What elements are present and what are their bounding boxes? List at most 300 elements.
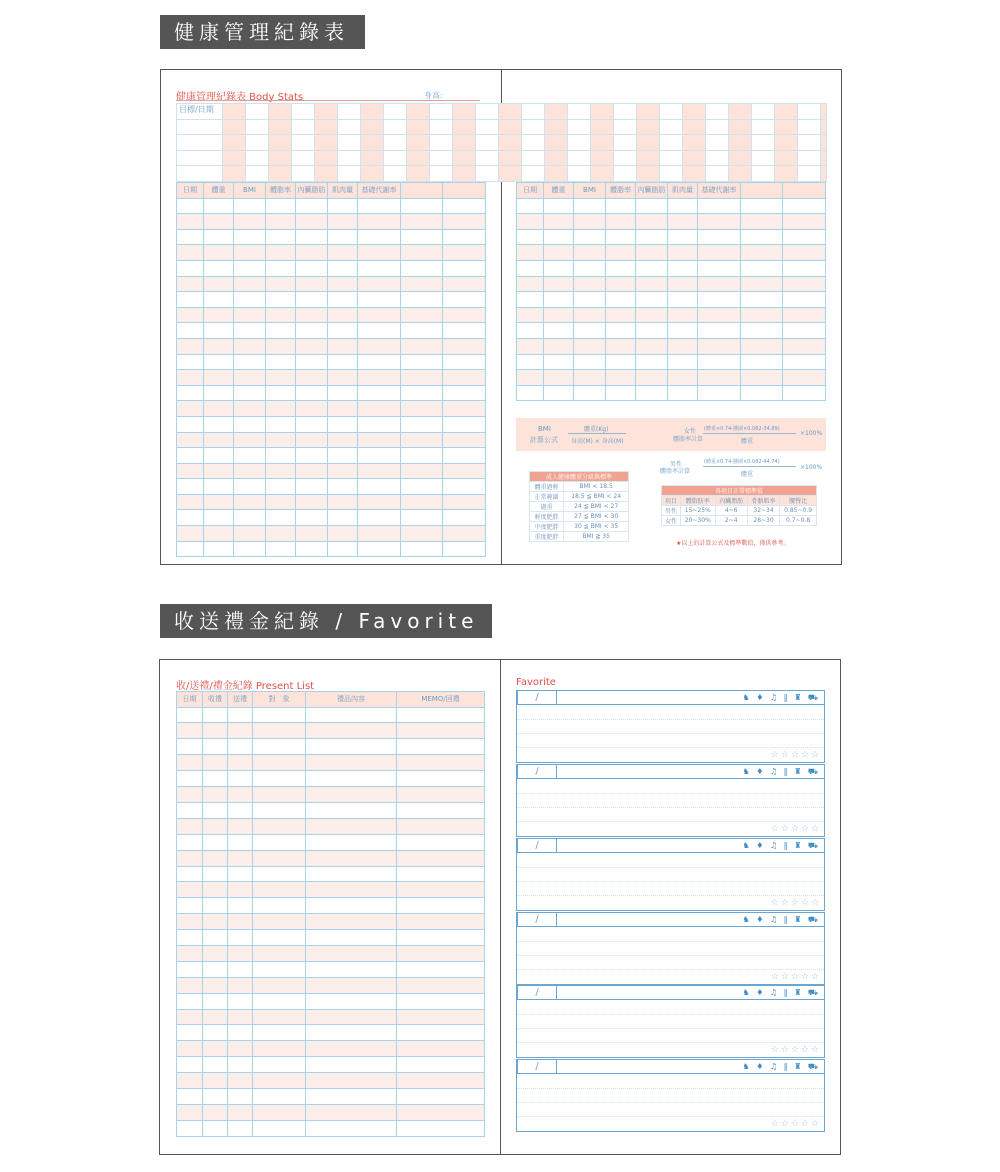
table-cell[interactable] — [328, 214, 358, 230]
goal-cell[interactable] — [223, 119, 246, 135]
table-cell[interactable] — [234, 463, 266, 479]
rating-stars-icon[interactable]: ☆☆☆☆☆ — [770, 1119, 821, 1129]
table-cell[interactable] — [328, 432, 358, 448]
table-cell[interactable] — [177, 276, 204, 292]
table-cell[interactable] — [203, 834, 228, 850]
table-cell[interactable] — [177, 1025, 203, 1041]
table-cell[interactable] — [296, 526, 328, 542]
table-cell[interactable] — [234, 323, 266, 339]
table-cell[interactable] — [636, 292, 668, 308]
table-cell[interactable] — [296, 479, 328, 495]
table-cell[interactable] — [177, 307, 204, 323]
table-cell[interactable] — [443, 541, 486, 557]
table-cell[interactable] — [203, 802, 228, 818]
table-cell[interactable] — [783, 229, 826, 245]
table-cell[interactable] — [443, 479, 486, 495]
goal-cell[interactable] — [476, 104, 499, 120]
favorite-date-box[interactable]: / — [517, 690, 557, 705]
table-cell[interactable] — [306, 930, 397, 946]
goal-cell[interactable] — [545, 166, 568, 182]
table-cell[interactable] — [253, 1073, 306, 1089]
table-cell[interactable] — [177, 723, 203, 739]
goal-cell[interactable] — [683, 119, 706, 135]
table-cell[interactable] — [783, 307, 826, 323]
table-cell[interactable] — [306, 1104, 397, 1120]
table-cell[interactable] — [228, 1009, 253, 1025]
goal-cell[interactable] — [177, 166, 223, 182]
table-cell[interactable] — [517, 307, 544, 323]
table-cell[interactable] — [177, 1073, 203, 1089]
table-cell[interactable] — [328, 245, 358, 261]
table-cell[interactable] — [204, 479, 234, 495]
table-cell[interactable] — [177, 977, 203, 993]
table-cell[interactable] — [443, 338, 486, 354]
table-cell[interactable] — [401, 307, 443, 323]
table-cell[interactable] — [401, 401, 443, 417]
table-cell[interactable] — [203, 850, 228, 866]
table-cell[interactable] — [328, 526, 358, 542]
table-cell[interactable] — [204, 307, 234, 323]
goal-cell[interactable] — [798, 150, 821, 166]
table-cell[interactable] — [204, 323, 234, 339]
table-cell[interactable] — [443, 198, 486, 214]
table-cell[interactable] — [574, 323, 606, 339]
table-cell[interactable] — [203, 739, 228, 755]
favorite-date-box[interactable]: / — [517, 912, 557, 927]
table-cell[interactable] — [253, 945, 306, 961]
table-cell[interactable] — [544, 292, 574, 308]
table-cell[interactable] — [234, 448, 266, 464]
table-cell[interactable] — [517, 370, 544, 386]
table-cell[interactable] — [266, 338, 296, 354]
table-cell[interactable] — [296, 448, 328, 464]
table-cell[interactable] — [636, 307, 668, 323]
table-cell[interactable] — [397, 771, 485, 787]
table-cell[interactable] — [517, 229, 544, 245]
table-cell[interactable] — [203, 1088, 228, 1104]
favorite-date-box[interactable]: / — [517, 985, 557, 1000]
table-cell[interactable] — [177, 850, 203, 866]
table-cell[interactable] — [306, 818, 397, 834]
table-cell[interactable] — [443, 385, 486, 401]
goal-cell[interactable] — [545, 150, 568, 166]
goal-cell[interactable] — [338, 104, 361, 120]
goal-cell[interactable] — [660, 119, 683, 135]
goal-cell[interactable] — [660, 166, 683, 182]
table-cell[interactable] — [397, 1088, 485, 1104]
table-cell[interactable] — [783, 214, 826, 230]
table-cell[interactable] — [228, 739, 253, 755]
table-cell[interactable] — [698, 307, 741, 323]
table-cell[interactable] — [328, 354, 358, 370]
favorite-notes-area[interactable] — [516, 853, 825, 911]
table-cell[interactable] — [397, 707, 485, 723]
table-cell[interactable] — [234, 401, 266, 417]
table-cell[interactable] — [177, 338, 204, 354]
table-cell[interactable] — [358, 416, 401, 432]
table-cell[interactable] — [253, 1041, 306, 1057]
table-cell[interactable] — [401, 276, 443, 292]
table-cell[interactable] — [397, 1009, 485, 1025]
table-cell[interactable] — [698, 229, 741, 245]
table-cell[interactable] — [358, 370, 401, 386]
table-cell[interactable] — [517, 260, 544, 276]
table-cell[interactable] — [358, 494, 401, 510]
table-cell[interactable] — [636, 245, 668, 261]
table-cell[interactable] — [401, 245, 443, 261]
table-cell[interactable] — [204, 494, 234, 510]
goal-cell[interactable] — [568, 119, 591, 135]
goal-cell[interactable] — [568, 104, 591, 120]
table-cell[interactable] — [574, 260, 606, 276]
table-cell[interactable] — [203, 961, 228, 977]
table-cell[interactable] — [203, 945, 228, 961]
table-cell[interactable] — [606, 354, 636, 370]
goal-cell[interactable] — [775, 150, 798, 166]
table-cell[interactable] — [306, 993, 397, 1009]
table-cell[interactable] — [177, 292, 204, 308]
goal-cell[interactable] — [637, 166, 660, 182]
table-cell[interactable] — [358, 276, 401, 292]
table-cell[interactable] — [266, 479, 296, 495]
table-cell[interactable] — [401, 214, 443, 230]
table-cell[interactable] — [177, 993, 203, 1009]
table-cell[interactable] — [253, 707, 306, 723]
table-cell[interactable] — [443, 370, 486, 386]
goal-cell[interactable] — [752, 104, 775, 120]
table-cell[interactable] — [306, 739, 397, 755]
goal-cell[interactable] — [338, 135, 361, 151]
table-cell[interactable] — [306, 945, 397, 961]
table-cell[interactable] — [517, 338, 544, 354]
table-cell[interactable] — [266, 526, 296, 542]
table-cell[interactable] — [177, 416, 204, 432]
goal-cell[interactable] — [361, 166, 384, 182]
table-cell[interactable] — [253, 993, 306, 1009]
goal-cell[interactable] — [407, 135, 430, 151]
table-cell[interactable] — [253, 787, 306, 803]
goal-cell[interactable] — [407, 166, 430, 182]
table-cell[interactable] — [234, 354, 266, 370]
table-cell[interactable] — [328, 479, 358, 495]
table-cell[interactable] — [741, 260, 783, 276]
table-cell[interactable] — [397, 1041, 485, 1057]
table-cell[interactable] — [234, 292, 266, 308]
table-cell[interactable] — [358, 307, 401, 323]
goal-cell[interactable] — [545, 135, 568, 151]
table-cell[interactable] — [636, 323, 668, 339]
goal-cell[interactable] — [246, 135, 269, 151]
table-cell[interactable] — [443, 354, 486, 370]
table-cell[interactable] — [328, 370, 358, 386]
table-cell[interactable] — [397, 850, 485, 866]
goal-cell[interactable] — [430, 119, 453, 135]
table-cell[interactable] — [228, 1073, 253, 1089]
goal-cell[interactable] — [821, 166, 827, 182]
table-cell[interactable] — [668, 370, 698, 386]
table-cell[interactable] — [204, 229, 234, 245]
table-cell[interactable] — [698, 354, 741, 370]
goal-cell[interactable] — [407, 104, 430, 120]
table-cell[interactable] — [397, 930, 485, 946]
table-cell[interactable] — [296, 260, 328, 276]
table-cell[interactable] — [328, 260, 358, 276]
table-cell[interactable] — [401, 292, 443, 308]
table-cell[interactable] — [668, 198, 698, 214]
table-cell[interactable] — [177, 755, 203, 771]
table-cell[interactable] — [783, 338, 826, 354]
table-cell[interactable] — [177, 802, 203, 818]
table-cell[interactable] — [228, 977, 253, 993]
table-cell[interactable] — [253, 1057, 306, 1073]
goal-cell[interactable] — [821, 135, 827, 151]
table-cell[interactable] — [358, 448, 401, 464]
table-cell[interactable] — [358, 260, 401, 276]
table-cell[interactable] — [397, 866, 485, 882]
table-cell[interactable] — [401, 526, 443, 542]
table-cell[interactable] — [306, 866, 397, 882]
goal-cell[interactable] — [775, 166, 798, 182]
goal-cell[interactable] — [476, 119, 499, 135]
table-cell[interactable] — [443, 494, 486, 510]
goal-cell[interactable] — [522, 135, 545, 151]
table-cell[interactable] — [358, 229, 401, 245]
table-cell[interactable] — [783, 354, 826, 370]
table-cell[interactable] — [203, 977, 228, 993]
table-cell[interactable] — [266, 401, 296, 417]
table-cell[interactable] — [397, 787, 485, 803]
goal-cell[interactable] — [706, 104, 729, 120]
table-cell[interactable] — [741, 354, 783, 370]
table-cell[interactable] — [328, 385, 358, 401]
table-cell[interactable] — [397, 755, 485, 771]
table-cell[interactable] — [234, 229, 266, 245]
table-cell[interactable] — [204, 276, 234, 292]
table-cell[interactable] — [228, 930, 253, 946]
goal-cell[interactable] — [361, 104, 384, 120]
table-cell[interactable] — [203, 1057, 228, 1073]
table-cell[interactable] — [253, 898, 306, 914]
table-cell[interactable] — [401, 541, 443, 557]
table-cell[interactable] — [698, 245, 741, 261]
table-cell[interactable] — [606, 229, 636, 245]
goal-cell[interactable] — [430, 135, 453, 151]
table-cell[interactable] — [397, 961, 485, 977]
goal-cell[interactable] — [752, 119, 775, 135]
table-cell[interactable] — [544, 245, 574, 261]
table-cell[interactable] — [177, 930, 203, 946]
table-cell[interactable] — [306, 1120, 397, 1136]
table-cell[interactable] — [228, 993, 253, 1009]
table-cell[interactable] — [266, 323, 296, 339]
table-cell[interactable] — [358, 198, 401, 214]
table-cell[interactable] — [606, 385, 636, 401]
goal-cell[interactable] — [453, 150, 476, 166]
table-cell[interactable] — [228, 866, 253, 882]
goal-cell[interactable] — [522, 104, 545, 120]
table-cell[interactable] — [253, 834, 306, 850]
table-cell[interactable] — [306, 707, 397, 723]
table-cell[interactable] — [204, 198, 234, 214]
table-cell[interactable] — [544, 385, 574, 401]
table-cell[interactable] — [253, 930, 306, 946]
table-cell[interactable] — [234, 432, 266, 448]
table-cell[interactable] — [228, 945, 253, 961]
table-cell[interactable] — [401, 338, 443, 354]
table-cell[interactable] — [204, 385, 234, 401]
table-cell[interactable] — [636, 214, 668, 230]
table-cell[interactable] — [328, 229, 358, 245]
table-cell[interactable] — [253, 1088, 306, 1104]
table-cell[interactable] — [296, 510, 328, 526]
table-cell[interactable] — [306, 1041, 397, 1057]
table-cell[interactable] — [177, 818, 203, 834]
table-cell[interactable] — [203, 898, 228, 914]
table-cell[interactable] — [253, 1104, 306, 1120]
goal-cell[interactable] — [614, 150, 637, 166]
table-cell[interactable] — [253, 755, 306, 771]
table-cell[interactable] — [306, 1009, 397, 1025]
table-cell[interactable] — [253, 977, 306, 993]
goal-cell[interactable] — [453, 119, 476, 135]
goal-cell[interactable] — [821, 119, 827, 135]
table-cell[interactable] — [253, 1120, 306, 1136]
table-cell[interactable] — [306, 977, 397, 993]
table-cell[interactable] — [401, 448, 443, 464]
table-cell[interactable] — [253, 771, 306, 787]
table-cell[interactable] — [177, 385, 204, 401]
table-cell[interactable] — [177, 834, 203, 850]
table-cell[interactable] — [306, 1025, 397, 1041]
goal-cell[interactable] — [499, 150, 522, 166]
table-cell[interactable] — [668, 323, 698, 339]
table-cell[interactable] — [203, 723, 228, 739]
table-cell[interactable] — [203, 866, 228, 882]
table-cell[interactable] — [203, 771, 228, 787]
table-cell[interactable] — [574, 307, 606, 323]
table-cell[interactable] — [203, 1025, 228, 1041]
goal-cell[interactable] — [315, 104, 338, 120]
table-cell[interactable] — [177, 1120, 203, 1136]
goal-cell[interactable] — [775, 119, 798, 135]
table-cell[interactable] — [328, 307, 358, 323]
table-cell[interactable] — [203, 1104, 228, 1120]
rating-stars-icon[interactable]: ☆☆☆☆☆ — [770, 972, 821, 982]
table-cell[interactable] — [397, 818, 485, 834]
table-cell[interactable] — [228, 914, 253, 930]
table-cell[interactable] — [397, 739, 485, 755]
table-cell[interactable] — [397, 1073, 485, 1089]
table-cell[interactable] — [358, 292, 401, 308]
goal-cell[interactable] — [338, 166, 361, 182]
table-cell[interactable] — [228, 755, 253, 771]
table-cell[interactable] — [296, 198, 328, 214]
goal-cell[interactable] — [315, 150, 338, 166]
goal-cell[interactable] — [430, 166, 453, 182]
table-cell[interactable] — [234, 245, 266, 261]
goal-cell[interactable] — [476, 135, 499, 151]
table-cell[interactable] — [328, 541, 358, 557]
table-cell[interactable] — [296, 338, 328, 354]
goal-cell[interactable] — [476, 166, 499, 182]
table-cell[interactable] — [204, 526, 234, 542]
table-cell[interactable] — [358, 338, 401, 354]
table-cell[interactable] — [177, 432, 204, 448]
table-cell[interactable] — [698, 276, 741, 292]
table-cell[interactable] — [401, 494, 443, 510]
table-cell[interactable] — [783, 260, 826, 276]
table-cell[interactable] — [741, 385, 783, 401]
table-cell[interactable] — [203, 755, 228, 771]
table-cell[interactable] — [358, 214, 401, 230]
table-cell[interactable] — [228, 850, 253, 866]
goal-cell[interactable] — [384, 135, 407, 151]
table-cell[interactable] — [177, 898, 203, 914]
table-cell[interactable] — [306, 771, 397, 787]
table-cell[interactable] — [668, 354, 698, 370]
table-cell[interactable] — [228, 1104, 253, 1120]
goal-cell[interactable] — [683, 135, 706, 151]
table-cell[interactable] — [783, 198, 826, 214]
table-cell[interactable] — [177, 771, 203, 787]
table-cell[interactable] — [234, 479, 266, 495]
table-cell[interactable] — [177, 882, 203, 898]
table-cell[interactable] — [177, 510, 204, 526]
table-cell[interactable] — [574, 370, 606, 386]
table-cell[interactable] — [177, 401, 204, 417]
table-cell[interactable] — [741, 338, 783, 354]
favorite-notes-area[interactable] — [516, 1000, 825, 1058]
table-cell[interactable] — [358, 385, 401, 401]
table-cell[interactable] — [203, 914, 228, 930]
table-cell[interactable] — [401, 260, 443, 276]
table-cell[interactable] — [266, 463, 296, 479]
goal-cell[interactable] — [269, 119, 292, 135]
goal-cell[interactable] — [706, 150, 729, 166]
table-cell[interactable] — [574, 276, 606, 292]
table-cell[interactable] — [358, 541, 401, 557]
table-cell[interactable] — [177, 945, 203, 961]
table-cell[interactable] — [698, 370, 741, 386]
table-cell[interactable] — [544, 260, 574, 276]
goal-cell[interactable] — [453, 135, 476, 151]
table-cell[interactable] — [296, 385, 328, 401]
table-cell[interactable] — [443, 307, 486, 323]
table-cell[interactable] — [397, 882, 485, 898]
table-cell[interactable] — [741, 229, 783, 245]
rating-stars-icon[interactable]: ☆☆☆☆☆ — [770, 824, 821, 834]
goal-cell[interactable] — [246, 166, 269, 182]
table-cell[interactable] — [358, 401, 401, 417]
table-cell[interactable] — [698, 260, 741, 276]
table-cell[interactable] — [204, 338, 234, 354]
table-cell[interactable] — [606, 338, 636, 354]
table-cell[interactable] — [517, 245, 544, 261]
table-cell[interactable] — [234, 494, 266, 510]
table-cell[interactable] — [228, 818, 253, 834]
table-cell[interactable] — [783, 370, 826, 386]
goal-cell[interactable] — [798, 135, 821, 151]
table-cell[interactable] — [401, 229, 443, 245]
table-cell[interactable] — [636, 198, 668, 214]
table-cell[interactable] — [296, 276, 328, 292]
goal-cell[interactable] — [246, 150, 269, 166]
table-cell[interactable] — [177, 961, 203, 977]
category-icons[interactable]: ♞ ♦ ♫ ‖ ♜ ⛟ — [742, 1062, 820, 1071]
goal-cell[interactable] — [568, 135, 591, 151]
table-cell[interactable] — [228, 1025, 253, 1041]
table-cell[interactable] — [517, 323, 544, 339]
